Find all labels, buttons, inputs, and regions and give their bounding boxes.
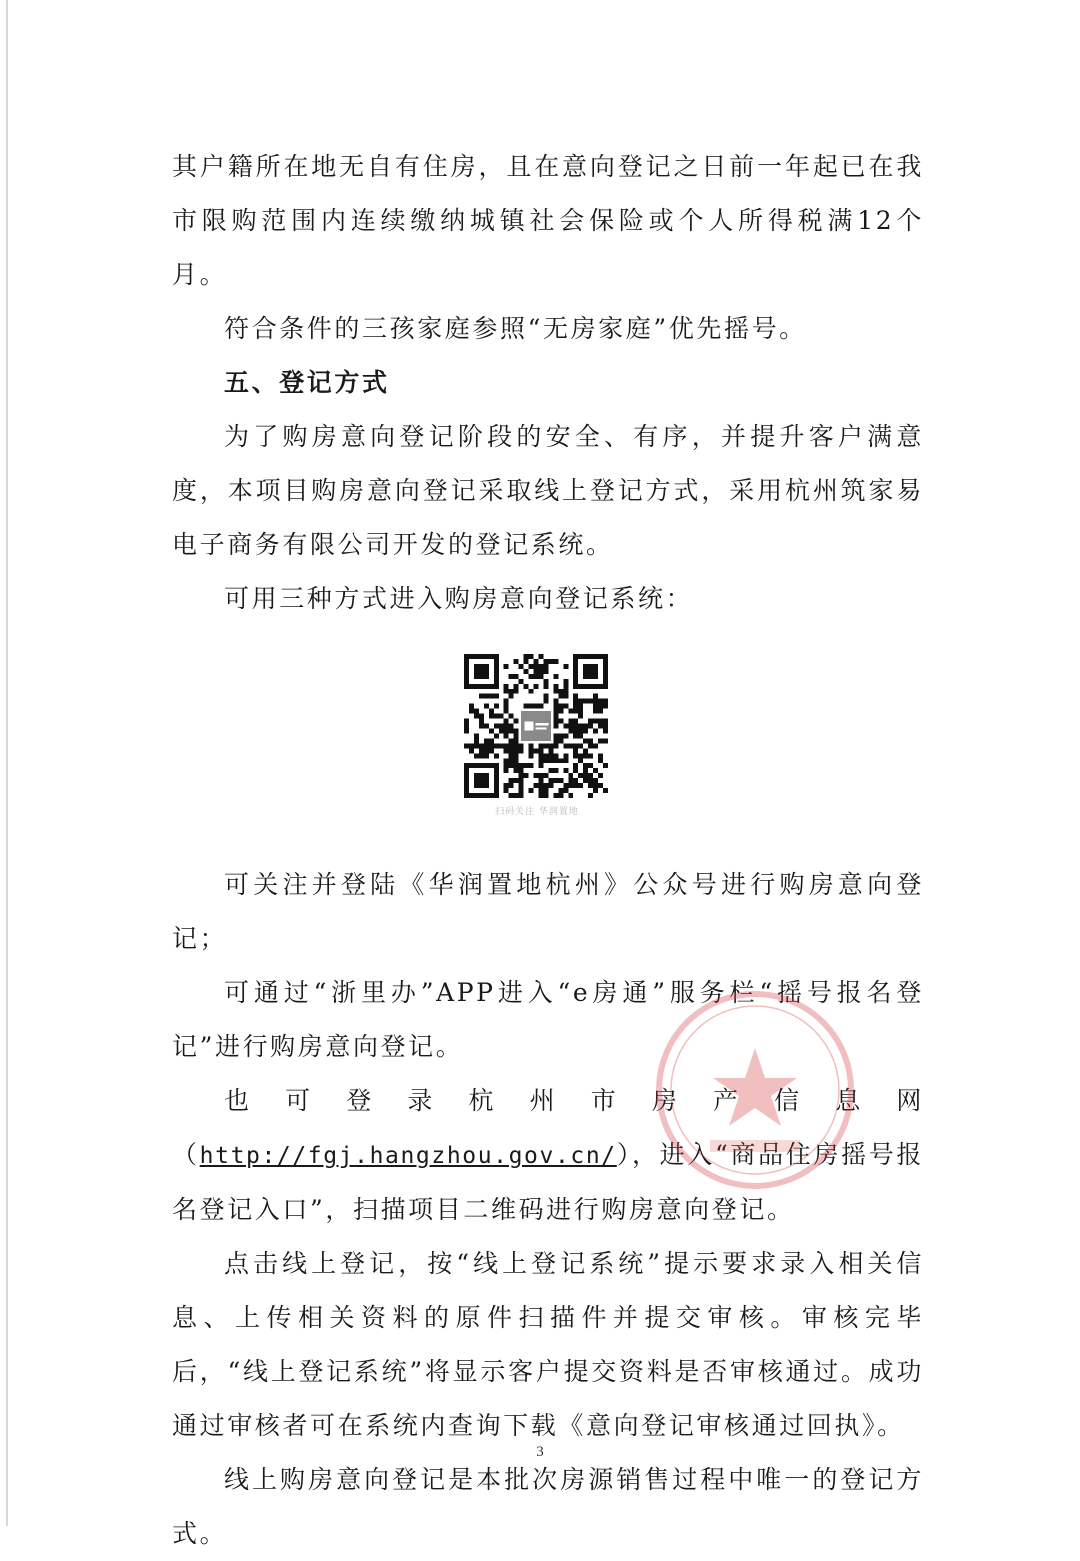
website-text-after: ），进入“商品住房摇号报名登记入口”，扫描项目二维码进行购房意向登记。 [172, 1140, 924, 1224]
paragraph-only-method: 线上购房意向登记是本批次房源销售过程中唯一的登记方式。 [172, 1465, 924, 1548]
paragraph-three-ways: 可用三种方式进入购房意向登记系统： [224, 584, 694, 613]
paragraph-three-child-family: 符合条件的三孩家庭参照“无房家庭”优先摇号。 [224, 314, 807, 343]
paragraph-online-registration: 为了购房意向登记阶段的安全、有序，并提升客户满意度，本项目购房意向登记采取线上登记方式，采用杭州筑家易电子商务有限公司开发的登记系统。 [172, 422, 924, 559]
qr-caption: 扫码关注 华润置地 [495, 807, 579, 817]
page-number: 3 [536, 1444, 544, 1460]
paragraph-zheliban-app: 可通过“浙里办”APP进入“e房通”服务栏“摇号报名登记”进行购房意向登记。 [172, 978, 924, 1061]
section-heading-registration: 五、登记方式 [224, 368, 390, 397]
website-text-before: 也可登录杭州市房产信息网（ [172, 1086, 924, 1169]
paragraph-eligibility: 其户籍所在地无自有住房，且在意向登记之日前一年起已在我市限购范围内连续缴纳城镇社会保险或个人所得税满12个月。 [172, 152, 924, 289]
website-link[interactable]: http://fgj.hangzhou.gov.cn/ [199, 1143, 617, 1169]
document-body [172, 140, 924, 1561]
qr-code-icon[interactable] [464, 654, 608, 798]
paragraph-online-steps: 点击线上登记，按“线上登记系统”提示要求录入相关信息、上传相关资料的原件扫描件并提交审核。审核完毕后，“线上登记系统”将显示客户提交资料是否审核通过。成功通过审核者可在系统内查询下载《意向登记审核通过回执》。 [172, 1249, 924, 1440]
qr-code-block [172, 636, 924, 858]
page-edge-line [6, 0, 8, 1526]
paragraph-wechat-account: 可关注并登陆《华润置地杭州》公众号进行购房意向登记； [172, 870, 924, 953]
paragraph-website [172, 1074, 924, 1237]
